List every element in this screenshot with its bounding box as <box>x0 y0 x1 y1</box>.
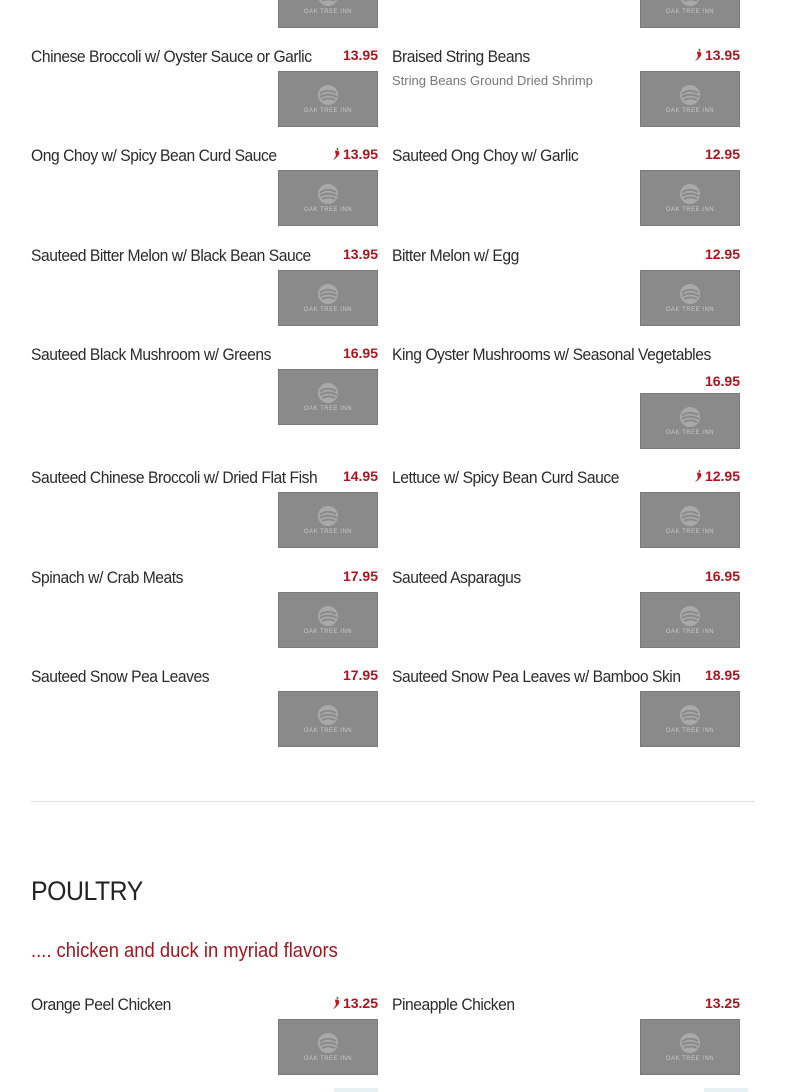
menu-item-price: 18.95 <box>704 667 740 683</box>
menu-item-image[interactable] <box>640 0 740 28</box>
logo-text: OAK TREE INN <box>303 1056 353 1062</box>
menu-item-image[interactable] <box>640 393 740 449</box>
menu-item-image[interactable] <box>278 0 378 28</box>
oak-tree-inn-logo-icon <box>666 283 714 313</box>
section-title: POULTRY <box>31 876 143 906</box>
oak-tree-inn-logo-icon <box>666 704 714 734</box>
logo-text: OAK TREE INN <box>303 529 353 535</box>
menu-item-image[interactable] <box>278 1019 378 1075</box>
oak-tree-inn-logo-icon <box>304 704 352 734</box>
logo-text: OAK TREE INN <box>665 629 715 635</box>
menu-item-name[interactable]: Sauteed Snow Pea Leaves <box>31 667 210 686</box>
logo-text: OAK TREE INN <box>665 9 715 15</box>
menu-item-name[interactable]: Lettuce w/ Spicy Bean Curd Sauce <box>392 468 619 487</box>
logo-text: OAK TREE INN <box>303 9 353 15</box>
logo-text: OAK TREE INN <box>303 406 353 412</box>
menu-item-price: 16.95 <box>342 345 378 361</box>
menu-item-image[interactable] <box>640 1019 740 1075</box>
oak-tree-inn-logo-icon <box>304 505 352 535</box>
oak-tree-inn-logo-icon <box>666 406 714 436</box>
menu-item-price: 13.95 <box>342 47 378 63</box>
oak-tree-inn-logo-icon <box>666 0 714 15</box>
oak-tree-inn-logo-icon <box>304 283 352 313</box>
logo-text: OAK TREE INN <box>665 307 715 313</box>
oak-tree-inn-logo-icon <box>666 1032 714 1062</box>
oak-tree-inn-logo-icon <box>304 84 352 114</box>
next-row-peek <box>704 1088 748 1092</box>
logo-text: OAK TREE INN <box>303 207 353 213</box>
logo-text: OAK TREE INN <box>665 430 715 436</box>
chili-pepper-icon <box>332 147 342 161</box>
menu-item-image[interactable] <box>640 170 740 226</box>
logo-text: OAK TREE INN <box>665 108 715 114</box>
menu-item-name[interactable]: Sauteed Chinese Broccoli w/ Dried Flat Fish <box>31 468 318 487</box>
logo-text: OAK TREE INN <box>303 629 353 635</box>
oak-tree-inn-logo-icon <box>304 0 352 15</box>
oak-tree-inn-logo-icon <box>304 1032 352 1062</box>
logo-text: OAK TREE INN <box>303 307 353 313</box>
menu-item-price: 16.95 <box>704 373 740 389</box>
menu-item-name[interactable]: Braised String Beans <box>392 47 530 66</box>
menu-item-name[interactable]: Sauteed Asparagus <box>392 568 521 587</box>
menu-item-price: 13.25 <box>298 995 378 1011</box>
menu-item-image[interactable] <box>278 691 378 747</box>
menu-item-image[interactable] <box>278 369 378 425</box>
logo-text: OAK TREE INN <box>665 1056 715 1062</box>
menu-item-image[interactable] <box>278 592 378 648</box>
section-divider <box>31 801 755 802</box>
chili-pepper-icon <box>694 48 704 62</box>
oak-tree-inn-logo-icon <box>666 605 714 635</box>
menu-item-image[interactable] <box>640 270 740 326</box>
logo-text: OAK TREE INN <box>665 207 715 213</box>
menu-item-price: 14.95 <box>342 468 378 484</box>
menu-item-name[interactable]: Pineapple Chicken <box>392 995 515 1014</box>
menu-item-image[interactable] <box>278 71 378 127</box>
oak-tree-inn-logo-icon <box>304 183 352 213</box>
menu-item-name[interactable]: Chinese Broccoli w/ Oyster Sauce or Garlic <box>31 47 312 66</box>
oak-tree-inn-logo-icon <box>666 183 714 213</box>
menu-item-image[interactable] <box>278 270 378 326</box>
menu-item-name[interactable]: Sauteed Bitter Melon w/ Black Bean Sauce <box>31 246 311 265</box>
menu-item-price: 13.25 <box>704 995 740 1011</box>
next-row-peek <box>334 1088 378 1092</box>
menu-item-price: 17.95 <box>342 568 378 584</box>
menu-item-name[interactable]: King Oyster Mushrooms w/ Seasonal Vegetables <box>392 345 711 364</box>
menu-item-price: 12.95 <box>660 468 740 484</box>
menu-item-image[interactable] <box>640 71 740 127</box>
menu-item-name[interactable]: Bitter Melon w/ Egg <box>392 246 519 265</box>
chili-pepper-icon <box>332 996 342 1010</box>
logo-text: OAK TREE INN <box>665 728 715 734</box>
oak-tree-inn-logo-icon <box>304 382 352 412</box>
chili-pepper-icon <box>694 469 704 483</box>
oak-tree-inn-logo-icon <box>666 84 714 114</box>
menu-item-name[interactable]: Ong Choy w/ Spicy Bean Curd Sauce <box>31 146 277 165</box>
menu-item-image[interactable] <box>278 492 378 548</box>
menu-item-price: 12.95 <box>704 246 740 262</box>
menu-item-name[interactable]: Sauteed Ong Choy w/ Garlic <box>392 146 579 165</box>
menu-item-price: 13.95 <box>298 146 378 162</box>
menu-item-price: 12.95 <box>704 146 740 162</box>
menu-item-image[interactable] <box>278 170 378 226</box>
logo-text: OAK TREE INN <box>303 108 353 114</box>
menu-item-image[interactable] <box>640 592 740 648</box>
section-subtitle: .... chicken and duck in myriad flavors <box>31 940 338 962</box>
menu-item-image[interactable] <box>640 492 740 548</box>
menu-item-name[interactable]: Orange Peel Chicken <box>31 995 171 1014</box>
oak-tree-inn-logo-icon <box>666 505 714 535</box>
logo-text: OAK TREE INN <box>665 529 715 535</box>
oak-tree-inn-logo-icon <box>304 605 352 635</box>
menu-item-price: 16.95 <box>704 568 740 584</box>
menu-item-price: 13.95 <box>660 47 740 63</box>
menu-item-name[interactable]: Spinach w/ Crab Meats <box>31 568 184 587</box>
logo-text: OAK TREE INN <box>303 728 353 734</box>
menu-item-name[interactable]: Sauteed Black Mushroom w/ Greens <box>31 345 271 364</box>
menu-item-image[interactable] <box>640 691 740 747</box>
menu-item-description: String Beans Ground Dried Shrimp <box>392 73 593 88</box>
menu-item-name[interactable]: Sauteed Snow Pea Leaves w/ Bamboo Skin <box>392 667 681 686</box>
menu-item-price: 17.95 <box>342 667 378 683</box>
menu-item-price: 13.95 <box>342 246 378 262</box>
